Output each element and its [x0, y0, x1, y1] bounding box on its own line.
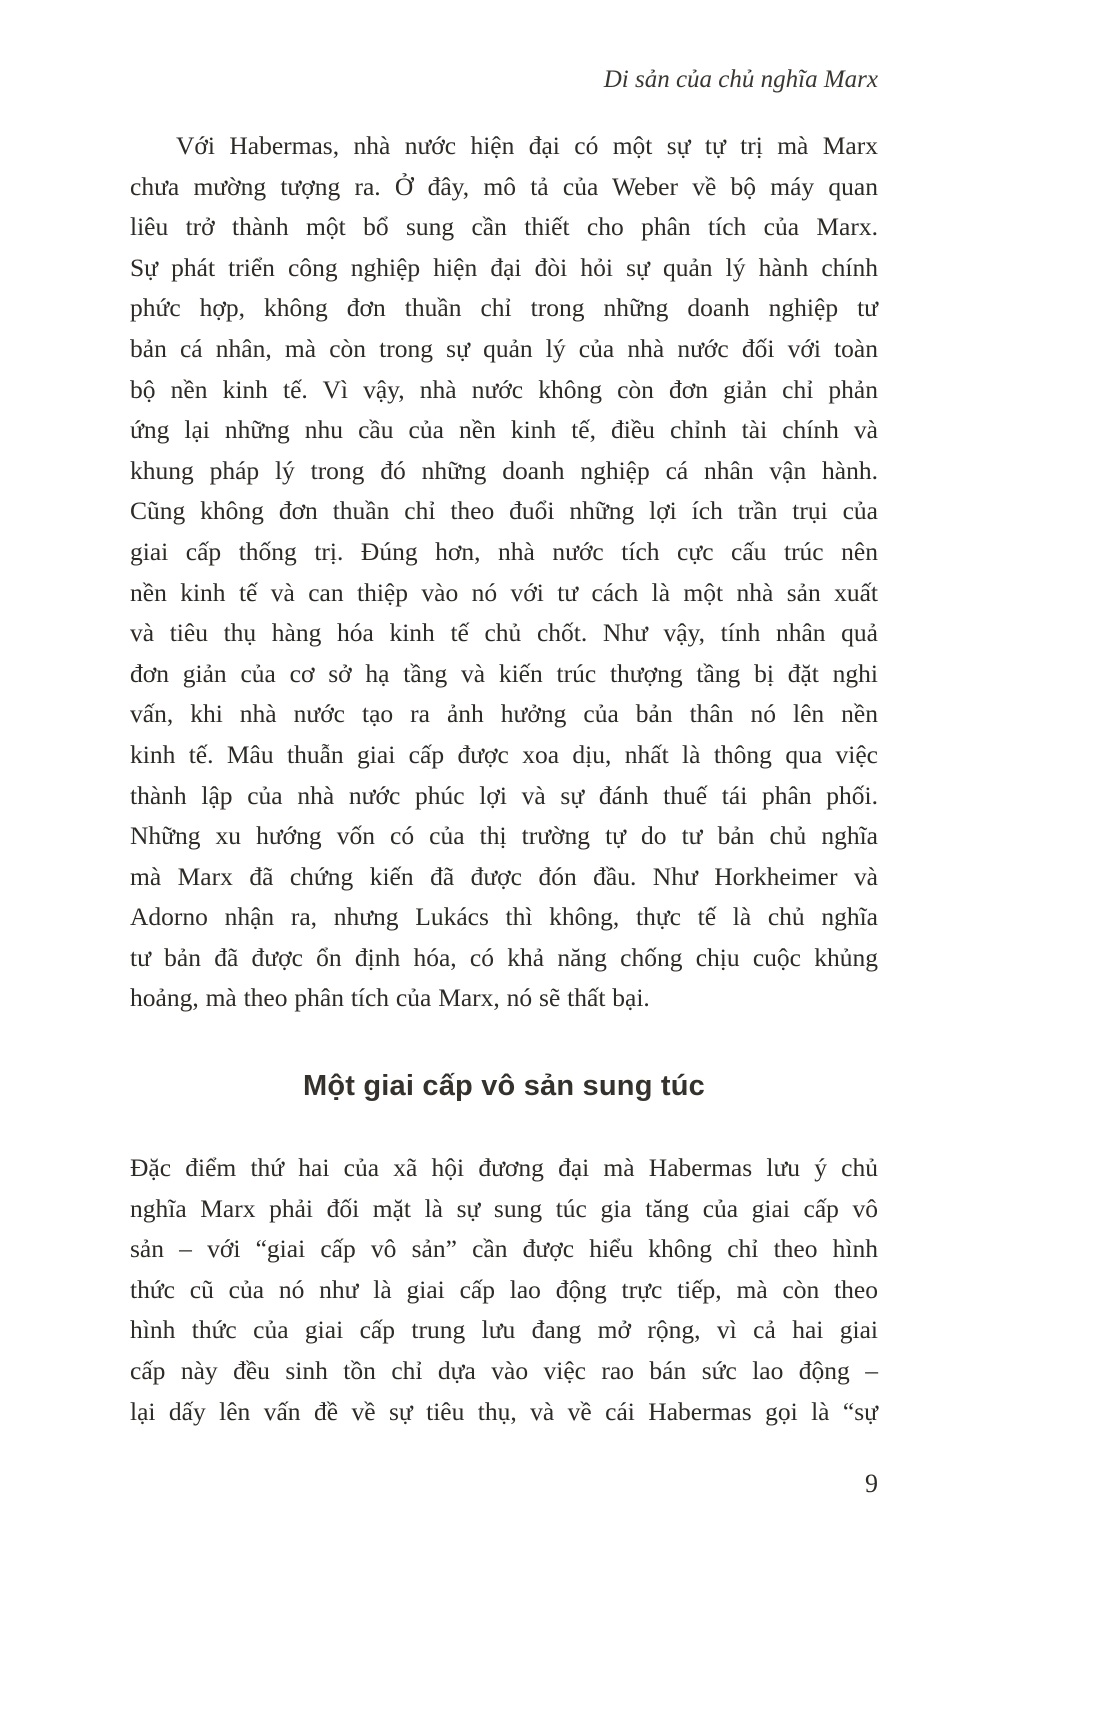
section-heading: Một giai cấp vô sản sung túc	[303, 1070, 705, 1103]
text-line: Sự phát triển công nghiệp hiện đại đòi hỏi sự quản lý hành chính	[130, 252, 878, 282]
text-line: bộ nền kinh tế. Vì vậy, nhà nước không còn đơn giản chỉ phản	[130, 374, 878, 404]
text-line: cấp này đều sinh tồn chỉ dựa vào việc rao bán sức lao động –	[130, 1356, 878, 1386]
text-line: khung pháp lý trong đó những doanh nghiệp cá nhân vận hành.	[130, 455, 878, 485]
text-line: Adorno nhận ra, nhưng Lukács thì không, thực tế là chủ nghĩa	[130, 902, 878, 932]
text-line: ứng lại những nhu cầu của nền kinh tế, điều chỉnh tài chính và	[130, 415, 878, 445]
text-line: tư bản đã được ổn định hóa, có khả năng chống chịu cuộc khủng	[130, 942, 878, 972]
text-line: Với Habermas, nhà nước hiện đại có một sự tự trị mà Marx	[176, 131, 878, 160]
text-line: phức hợp, không đơn thuần chỉ trong những doanh nghiệp tư	[130, 293, 878, 323]
text-line: chưa mường tượng ra. Ở đây, mô tả của Weber về bộ máy quan	[130, 171, 878, 201]
text-line: thức cũ của nó như là giai cấp lao động trực tiếp, mà còn theo	[130, 1274, 878, 1304]
text-line: hình thức của giai cấp trung lưu đang mở rộng, vì cả hai giai	[130, 1315, 878, 1345]
text-block	[130, 64, 878, 1432]
text-line: vấn, khi nhà nước tạo ra ảnh hưởng của bản thân nó lên nền	[130, 699, 878, 729]
text-line: nền kinh tế và can thiệp vào nó với tư cách là một nhà sản xuất	[130, 577, 878, 607]
text-line: lại dấy lên vấn đề về sự tiêu thụ, và về cái Habermas gọi là “sự	[130, 1396, 878, 1426]
text-line: bản cá nhân, mà còn trong sự quản lý của nhà nước đối với toàn	[130, 333, 878, 363]
text-line: hoảng, mà theo phân tích của Marx, nó sẽ thất bại.	[130, 983, 650, 1013]
text-line: sản – với “giai cấp vô sản” cần được hiểu không chỉ theo hình	[130, 1234, 878, 1264]
text-line: thành lập của nhà nước phúc lợi và sự đánh thuế tái phân phối.	[130, 780, 878, 810]
text-line: kinh tế. Mâu thuẫn giai cấp được xoa dịu, nhất là thông qua việc	[130, 739, 878, 769]
text-line: đơn giản của cơ sở hạ tầng và kiến trúc thượng tầng bị đặt nghi	[130, 658, 878, 688]
running-header: Di sản của chủ nghĩa Marx	[603, 66, 878, 93]
paragraph	[130, 1148, 878, 1432]
text-line: giai cấp thống trị. Đúng hơn, nhà nước tích cực cấu trúc nên	[130, 536, 878, 566]
text-line: mà Marx đã chứng kiến đã được đón đầu. Như Horkheimer và	[130, 861, 878, 891]
text-line: Cũng không đơn thuần chỉ theo đuổi những lợi ích trần trụi của	[130, 496, 878, 526]
paragraph	[130, 126, 878, 1019]
page-number: 9	[865, 1469, 878, 1498]
text-line: nghĩa Marx phải đối mặt là sự sung túc gia tăng của giai cấp vô	[130, 1193, 878, 1223]
text-line: Đặc điểm thứ hai của xã hội đương đại mà Habermas lưu ý chủ	[130, 1153, 878, 1183]
text-line: liêu trở thành một bổ sung cần thiết cho phân tích của Marx.	[130, 212, 878, 242]
text-line: Những xu hướng vốn có của thị trường tự do tư bản chủ nghĩa	[130, 821, 878, 851]
text-line: và tiêu thụ hàng hóa kinh tế chủ chốt. Như vậy, tính nhân quả	[130, 618, 878, 648]
